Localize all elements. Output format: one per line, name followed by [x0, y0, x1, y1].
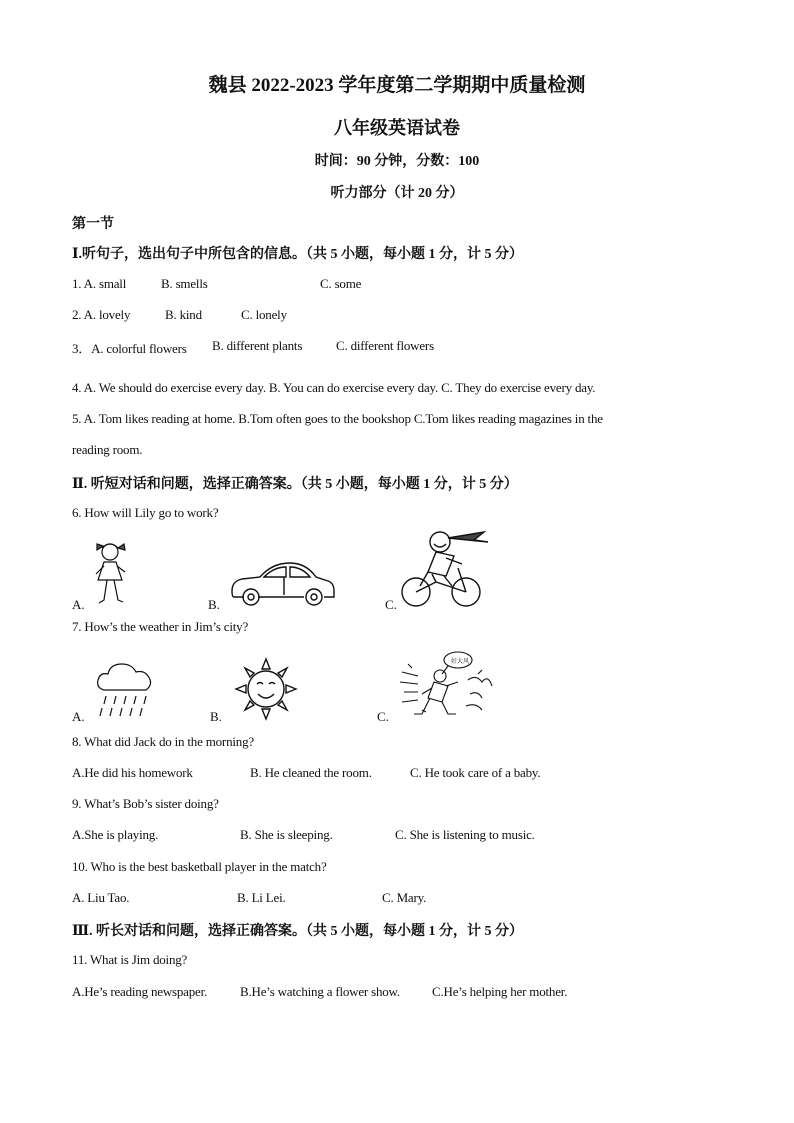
q8-option-b: B. He cleaned the room.	[250, 765, 372, 780]
q9-option-a: A.She is playing.	[72, 827, 159, 842]
q1-option-b: B. smells	[161, 276, 208, 291]
bicycle-rider-image	[398, 528, 492, 612]
listening-heading: 听力部分（计 20 分）	[330, 186, 464, 201]
q2-option-c: C. lonely	[241, 307, 287, 322]
rain-cloud-icon	[96, 660, 154, 722]
q11-option-a: A.He’s reading newspaper.	[72, 984, 208, 999]
q11-question: 11. What is Jim doing?	[72, 952, 188, 967]
q8-question: 8. What did Jack do in the morning?	[72, 734, 254, 749]
part-one-title: Ⅰ.听句子，选出句子中所包含的信息。（共 5 小题，每小题 1 分，计 5 分）	[72, 247, 524, 262]
q3-option-a: 3．A. colorful flowers	[72, 341, 187, 356]
section-one-heading: 第一节	[72, 217, 114, 232]
q2-option-b: B. kind	[165, 307, 202, 322]
walking-girl-image	[92, 540, 132, 608]
wind-speech-bubble: 好大风	[451, 658, 470, 665]
q6-question: 6. How will Lily go to work?	[72, 505, 219, 520]
q3-option-b: B. different plants	[212, 338, 303, 353]
time-score-line: 时间：90 分钟，分数：100	[314, 154, 480, 169]
q7-label-c: C.	[377, 709, 389, 724]
sun-icon	[233, 656, 299, 722]
q3-option-c: C. different flowers	[336, 338, 434, 353]
q1-option-c: C. some	[320, 276, 362, 291]
windy-weather-icon	[398, 650, 494, 720]
q6-label-c: C.	[385, 597, 397, 612]
q7-question: 7. How’s the weather in Jim’s city?	[72, 619, 249, 634]
q9-option-c: C. She is listening to music.	[395, 827, 535, 842]
q10-option-c: C. Mary.	[382, 890, 427, 905]
q7-label-b: B.	[210, 709, 222, 724]
exam-title: 魏县 2022-2023 学年度第二学期期中质量检测	[208, 75, 586, 96]
q8-option-c: C. He took care of a baby.	[410, 765, 541, 780]
q6-label-a: A.	[72, 597, 85, 612]
q11-option-c: C.He’s helping her mother.	[432, 984, 568, 999]
q4-options: 4. A. We should do exercise every day. B. You can do exercise every day. C. They do exercise every day.	[72, 380, 596, 395]
q11-option-b: B.He’s watching a flower show.	[240, 984, 400, 999]
q5-options-line1: 5. A. Tom likes reading at home. B.Tom often goes to the bookshop C.Tom likes reading magazines in the	[72, 411, 603, 426]
q9-question: 9. What’s Bob’s sister doing?	[72, 796, 219, 811]
q1-option-a: 1. A. small	[72, 276, 127, 291]
part-three-title: Ⅲ. 听长对话和问题，选择正确答案。（共 5 小题，每小题 1 分，计 5 分）	[72, 924, 524, 939]
q6-label-b: B.	[208, 597, 220, 612]
q9-option-b: B. She is sleeping.	[240, 827, 333, 842]
q10-question: 10. Who is the best basketball player in the match?	[72, 859, 327, 874]
q10-option-b: B. Li Lei.	[237, 890, 286, 905]
car-image	[228, 555, 338, 607]
exam-subtitle: 八年级英语试卷	[334, 118, 460, 138]
q8-option-a: A.He did his homework	[72, 765, 193, 780]
q10-option-a: A. Liu Tao.	[72, 890, 130, 905]
q2-option-a: 2. A. lovely	[72, 307, 131, 322]
part-two-title: Ⅱ. 听短对话和问题，选择正确答案。（共 5 小题，每小题 1 分，计 5 分）	[72, 477, 518, 492]
q5-options-line2: reading room.	[72, 442, 143, 457]
q7-label-a: A.	[72, 709, 85, 724]
